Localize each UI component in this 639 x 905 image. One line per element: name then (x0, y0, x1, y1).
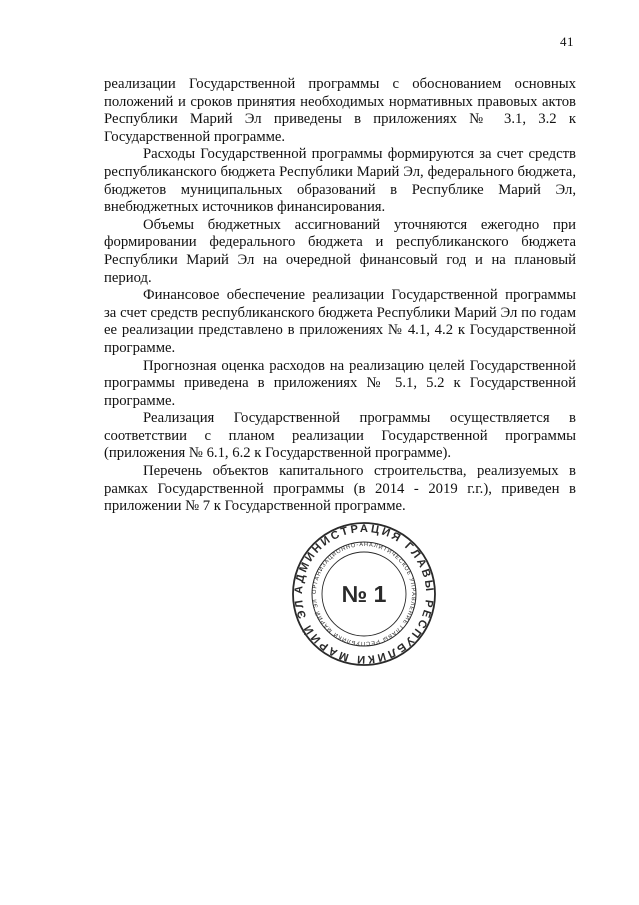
page-number: 41 (560, 34, 574, 49)
paragraph: реализации Государственной программы с обоснованием основных положений и сроков принятия необходимых нормативных правовых актов Республики Марий Эл приведены в приложениях № 3.1, 3.2 к Государственной программе. (104, 76, 576, 145)
paragraph: Прогнозная оценка расходов на реализацию целей Государственной программы приведена в приложениях № 5.1, 5.2 к Государственной программе. (104, 357, 576, 409)
seal-outer-text: АДМИНИСТРАЦИЯ ГЛАВЫ РЕСПУБЛИКИ МАРИЙ ЭЛ (292, 522, 436, 666)
paragraph: Реализация Государственной программы осуществляется в соответствии с планом реализации Государственной программы (приложения № 6.1, 6.2 к Государственной программе). (104, 410, 576, 462)
seal-graphic (291, 521, 437, 667)
document-body (104, 76, 576, 516)
paragraph: Перечень объектов капитального строительства, реализуемых в рамках Государственной программы (в 2014 - 2019 г.г.), приведен в приложении № 7 к Государственной программе. (104, 463, 576, 515)
paragraph: Расходы Государственной программы формируются за счет средств республиканского бюджета Республики Марий Эл, федерального бюджета, бюджетов муниципальных образований в Республике Марий Эл, внебюджетных источников финансирования. (104, 146, 576, 216)
paragraph: Финансовое обеспечение реализации Государственной программы за счет средств республиканского бюджета Республики Марий Эл по годам ее реализации представлено в приложениях № 4.1, 4.2 к Государственной программе. (104, 287, 576, 356)
official-seal (291, 521, 437, 667)
paragraph: Объемы бюджетных ассигнований уточняются ежегодно при формировании федерального бюджета и республиканского бюджета Республики Марий Эл на очередной финансовый год и на плановый период. (104, 216, 576, 286)
seal-number: № 1 (341, 581, 387, 607)
seal-inner-text: ОРГАНИЗАЦИОННО-АНАЛИТИЧЕСКОЕ УПРАВЛЕНИЕ ГЛАВЫ РЕСПУБЛИКИ МАРИЙ ЭЛ (311, 541, 417, 647)
